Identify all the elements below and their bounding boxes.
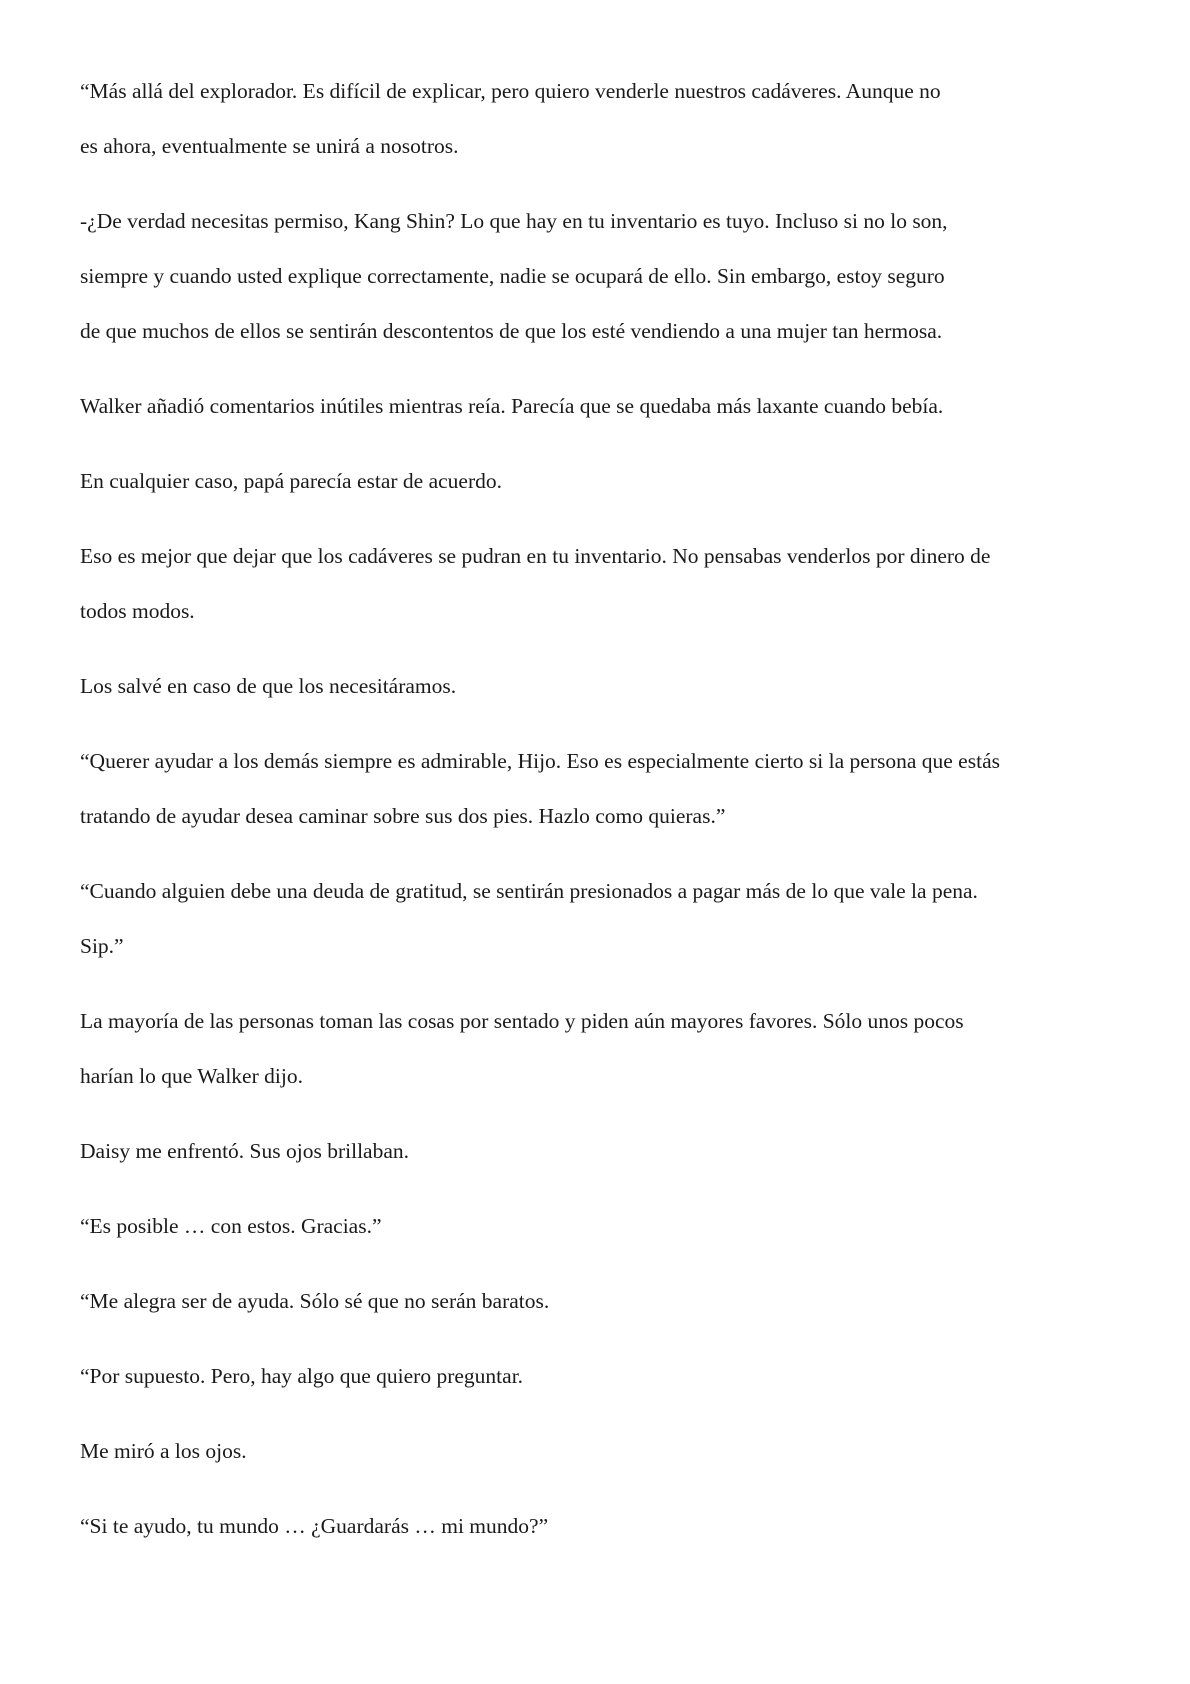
paragraph-4: En cualquier caso, papá parecía estar de acuerdo. — [80, 469, 503, 493]
paragraph-2: -¿De verdad necesitas permiso, Kang Shin? Lo que hay en tu inventario es tuyo. Incluso si no lo son, siempre y cuando usted explique correctamente, nadie se ocupará de ello. Sin embargo, estoy seguro de que muchos de ellos se sentirán descontentos de que los esté vendiendo a una mujer tan hermosa. — [80, 209, 948, 343]
document-body — [80, 64, 1120, 1554]
paragraph-10: Daisy me enfrentó. Sus ojos brillaban. — [80, 1139, 410, 1163]
paragraph-15: “Si te ayudo, tu mundo … ¿Guardarás … mi mundo?” — [80, 1514, 549, 1538]
paragraph-14: Me miró a los ojos. — [80, 1439, 247, 1463]
paragraph-13: “Por supuesto. Pero, hay algo que quiero preguntar. — [80, 1364, 524, 1388]
paragraph-3: Walker añadió comentarios inútiles mientras reía. Parecía que se quedaba más laxante cuando bebía. — [80, 394, 944, 418]
paragraph-6: Los salvé en caso de que los necesitáramos. — [80, 674, 457, 698]
paragraph-8: “Cuando alguien debe una deuda de gratitud, se sentirán presionados a pagar más de lo que vale la pena. Sip.” — [80, 879, 978, 958]
paragraph-9: La mayoría de las personas toman las cosas por sentado y piden aún mayores favores. Sólo unos pocos harían lo que Walker dijo. — [80, 1009, 964, 1088]
paragraph-1: “Más allá del explorador. Es difícil de explicar, pero quiero venderle nuestros cadáveres. Aunque no es ahora, eventualmente se unirá a nosotros. — [80, 79, 941, 158]
paragraph-5: Eso es mejor que dejar que los cadáveres se pudran en tu inventario. No pensabas venderlos por dinero de todos modos. — [80, 544, 991, 623]
paragraph-12: “Me alegra ser de ayuda. Sólo sé que no serán baratos. — [80, 1289, 550, 1313]
paragraph-11: “Es posible … con estos. Gracias.” — [80, 1214, 382, 1238]
paragraph-7: “Querer ayudar a los demás siempre es admirable, Hijo. Eso es especialmente cierto si la persona que estás tratando de ayudar desea caminar sobre sus dos pies. Hazlo como quieras.” — [80, 749, 1000, 828]
